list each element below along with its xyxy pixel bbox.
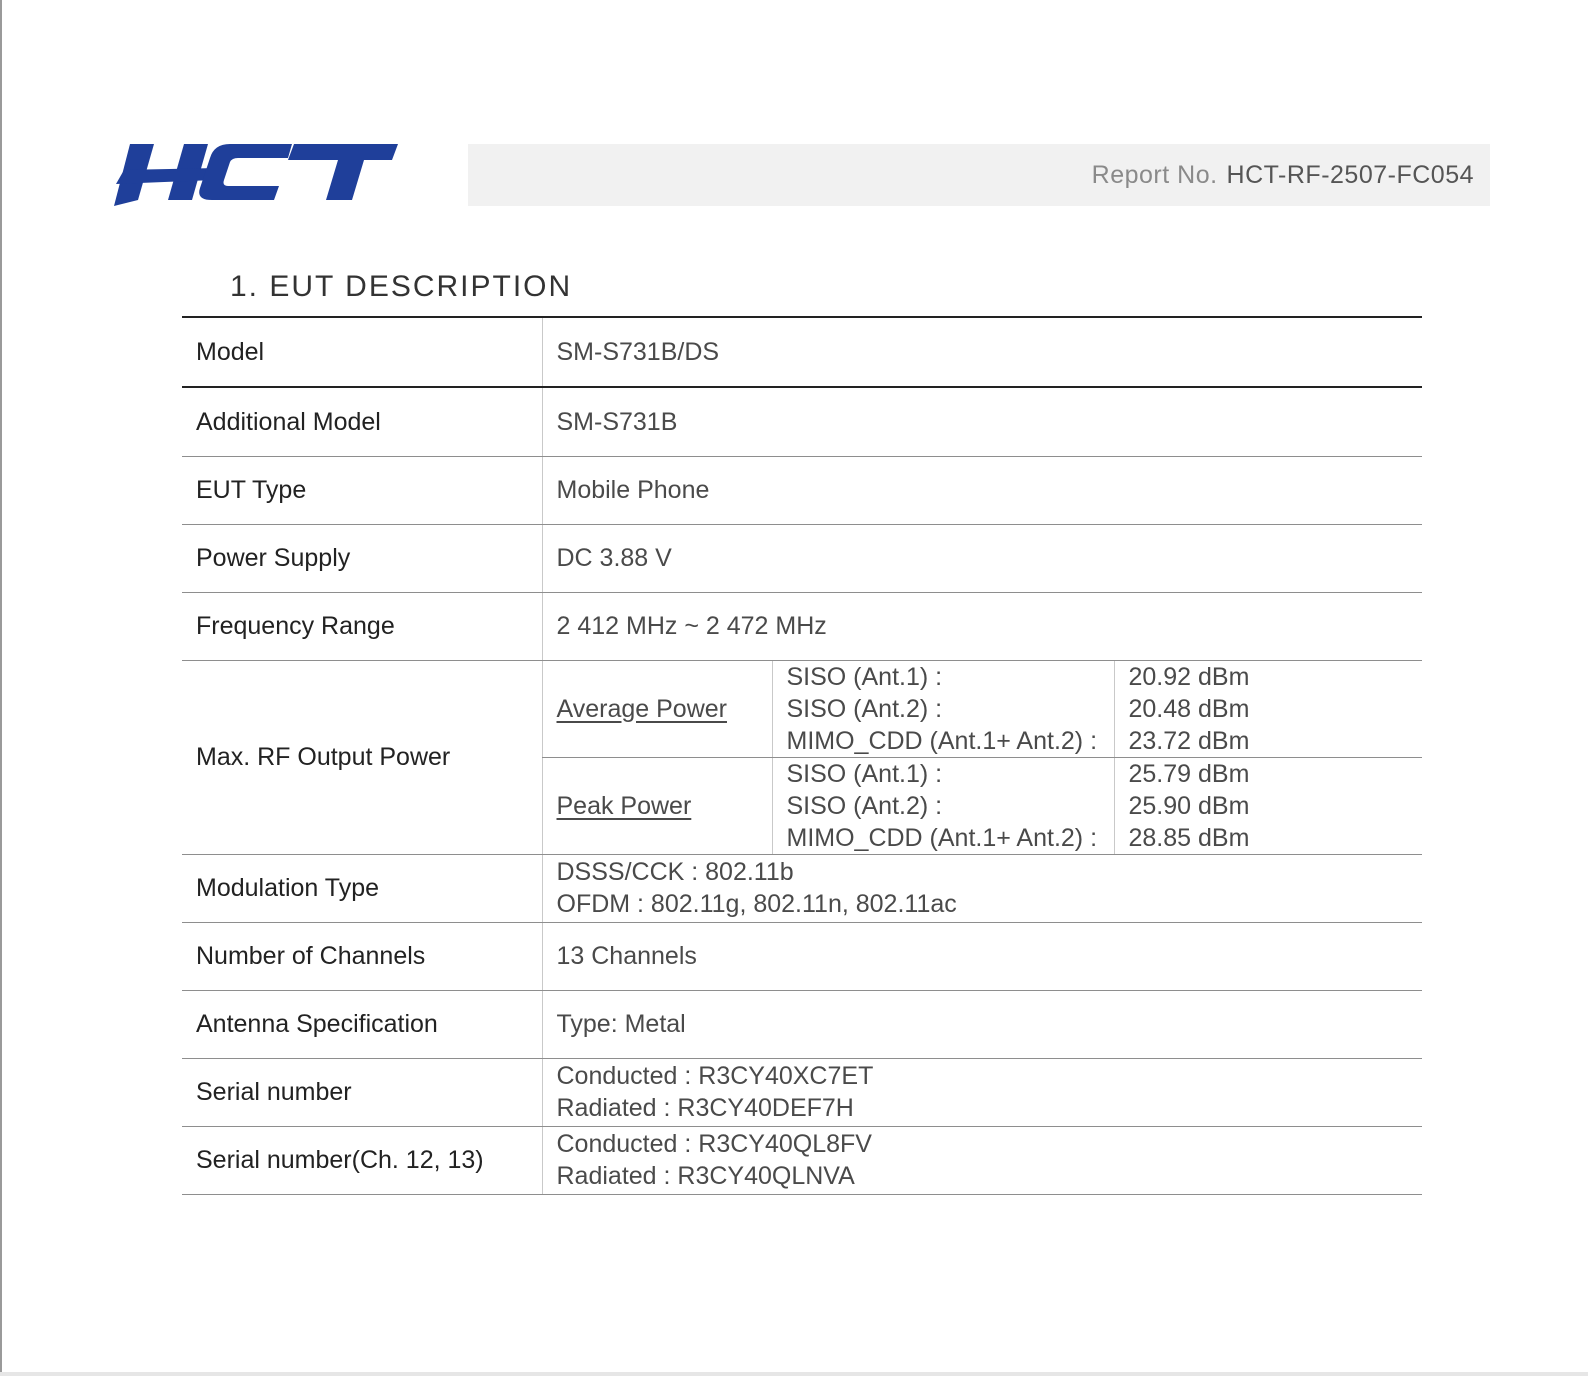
page-edge-left xyxy=(0,0,2,1376)
row-label: Additional Model xyxy=(182,387,542,456)
row-label: Serial number(Ch. 12, 13) xyxy=(182,1126,542,1194)
row-value: DSSS/CCK : 802.11b OFDM : 802.11g, 802.11n, 802.11ac xyxy=(542,854,1422,922)
row-value: Conducted : R3CY40XC7ET Radiated : R3CY40DEF7H xyxy=(542,1058,1422,1126)
row-label: EUT Type xyxy=(182,456,542,524)
table-row-eut-type xyxy=(182,456,1422,524)
row-value: 13 Channels xyxy=(542,922,1422,990)
hct-logo xyxy=(112,140,402,210)
peak-power-values: 25.79 dBm 25.90 dBm 28.85 dBm xyxy=(1114,757,1422,854)
table-row-serial-number xyxy=(182,1058,1422,1126)
row-label: Modulation Type xyxy=(182,854,542,922)
row-value: Type: Metal xyxy=(542,990,1422,1058)
table-row-average-power xyxy=(182,660,1422,757)
row-label: Antenna Specification xyxy=(182,990,542,1058)
report-number-bar xyxy=(468,144,1490,206)
report-number-label: Report No. xyxy=(1091,160,1218,189)
table-row-additional-model xyxy=(182,387,1422,456)
table-row-frequency-range xyxy=(182,592,1422,660)
average-power-modes: SISO (Ant.1) : SISO (Ant.2) : MIMO_CDD (Ant.1+ Ant.2) : xyxy=(772,660,1114,757)
row-label: Power Supply xyxy=(182,524,542,592)
peak-power-label: Peak Power xyxy=(542,757,772,854)
eut-description-table xyxy=(182,316,1422,1195)
section-title: 1. EUT DESCRIPTION xyxy=(230,270,573,303)
table-row-modulation-type xyxy=(182,854,1422,922)
row-label: Number of Channels xyxy=(182,922,542,990)
table-row-serial-number-ch xyxy=(182,1126,1422,1194)
page-edge-bottom xyxy=(0,1372,1588,1376)
table-row-antenna-specification xyxy=(182,990,1422,1058)
row-label: Max. RF Output Power xyxy=(182,660,542,854)
row-value: SM-S731B xyxy=(542,387,1422,456)
row-value: Conducted : R3CY40QL8FV Radiated : R3CY40QLNVA xyxy=(542,1126,1422,1194)
report-number-value: HCT-RF-2507-FC054 xyxy=(1226,160,1474,189)
row-value: 2 412 MHz ~ 2 472 MHz xyxy=(542,592,1422,660)
table-row-power-supply xyxy=(182,524,1422,592)
table-row-model xyxy=(182,317,1422,387)
row-label: Frequency Range xyxy=(182,592,542,660)
table-row-number-of-channels xyxy=(182,922,1422,990)
row-value: SM-S731B/DS xyxy=(542,317,1422,387)
row-value: DC 3.88 V xyxy=(542,524,1422,592)
row-label: Model xyxy=(182,317,542,387)
row-label: Serial number xyxy=(182,1058,542,1126)
average-power-label: Average Power xyxy=(542,660,772,757)
row-value: Mobile Phone xyxy=(542,456,1422,524)
average-power-values: 20.92 dBm 20.48 dBm 23.72 dBm xyxy=(1114,660,1422,757)
peak-power-modes: SISO (Ant.1) : SISO (Ant.2) : MIMO_CDD (Ant.1+ Ant.2) : xyxy=(772,757,1114,854)
